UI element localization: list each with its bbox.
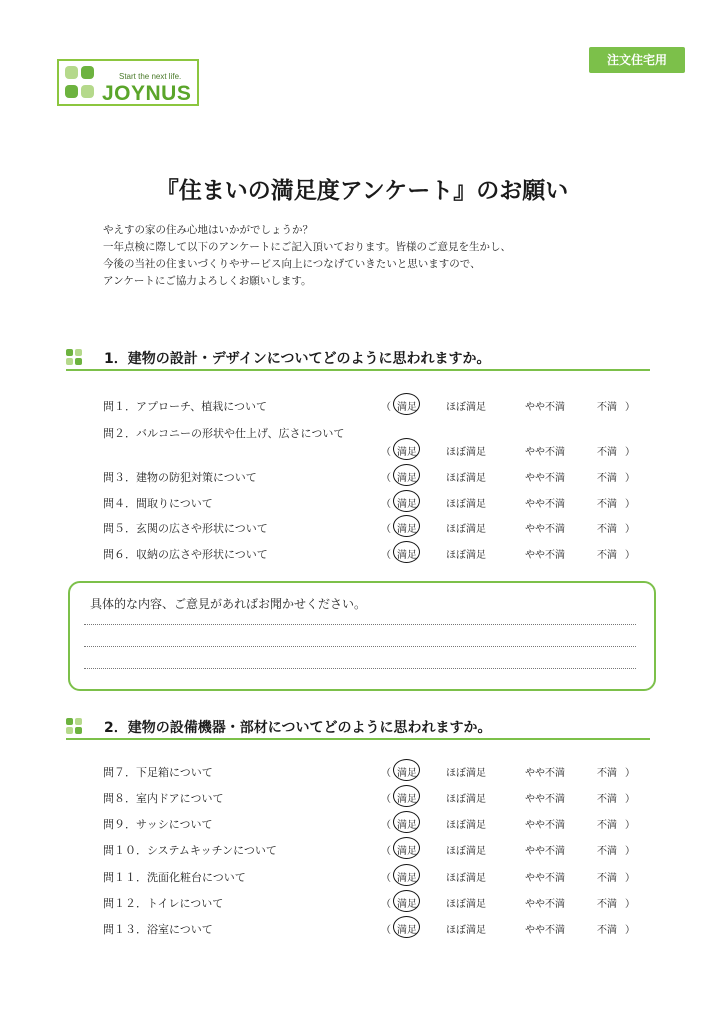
selected-answer-circle	[393, 541, 420, 563]
answer-option[interactable]: 満足	[397, 794, 417, 805]
paren-close: ）	[625, 768, 635, 779]
answer-option[interactable]: やや不満	[525, 794, 565, 805]
paren-close: ）	[625, 473, 635, 484]
selected-answer-circle	[393, 490, 420, 512]
answer-option[interactable]: 不満	[597, 768, 617, 779]
answer-option[interactable]: 不満	[597, 499, 617, 510]
selected-answer-circle	[393, 890, 420, 912]
answer-option[interactable]: 満足	[397, 499, 417, 510]
answer-option[interactable]: 不満	[597, 524, 617, 535]
comment-line[interactable]	[84, 624, 636, 625]
answer-option[interactable]: 不満	[597, 899, 617, 910]
answer-option[interactable]: 不満	[597, 473, 617, 484]
section-title: 1．建物の設計・デザインについてどのように思われますか。	[104, 351, 491, 367]
answer-option[interactable]: やや不満	[525, 873, 565, 884]
selected-answer-circle	[393, 785, 420, 807]
paren-close: ）	[625, 499, 635, 510]
question-label: 問２．バルコニーの形状や仕上げ、広さについて	[103, 427, 345, 440]
answer-option[interactable]: やや不満	[525, 550, 565, 561]
answer-option[interactable]: やや不満	[525, 925, 565, 936]
paren-open: （	[381, 846, 391, 857]
answer-option[interactable]: 満足	[397, 899, 417, 910]
answer-option[interactable]: やや不満	[525, 402, 565, 413]
question-label: 問１３．浴室について	[103, 923, 213, 936]
section-bullet-icon	[66, 349, 84, 367]
question-label: 問１０．システムキッチンについて	[103, 844, 277, 857]
section-bullet-icon	[66, 718, 84, 736]
answer-option[interactable]: 満足	[397, 402, 417, 413]
answer-option[interactable]: やや不満	[525, 768, 565, 779]
answer-option[interactable]: 不満	[597, 820, 617, 831]
answer-option[interactable]: 不満	[597, 550, 617, 561]
question-label: 問８．室内ドアについて	[103, 792, 224, 805]
paren-open: （	[381, 925, 391, 936]
paren-close: ）	[625, 846, 635, 857]
paren-open: （	[381, 447, 391, 458]
answer-option[interactable]: ほぼ満足	[446, 846, 486, 857]
answer-option[interactable]: ほぼ満足	[446, 899, 486, 910]
logo-brand: JOYNUS	[102, 82, 192, 105]
answer-option[interactable]: 満足	[397, 768, 417, 779]
paren-open: （	[381, 873, 391, 884]
selected-answer-circle	[393, 811, 420, 833]
answer-option[interactable]: 満足	[397, 846, 417, 857]
paren-open: （	[381, 794, 391, 805]
answer-option[interactable]: ほぼ満足	[446, 794, 486, 805]
section-divider	[66, 738, 650, 740]
question-label: 問１１．洗面化粧台について	[103, 871, 246, 884]
section-divider	[66, 369, 650, 371]
answer-option[interactable]: 不満	[597, 447, 617, 458]
paren-open: （	[381, 550, 391, 561]
selected-answer-circle	[393, 438, 420, 460]
paren-close: ）	[625, 873, 635, 884]
paren-open: （	[381, 768, 391, 779]
paren-open: （	[381, 402, 391, 413]
question-label: 問９．サッシについて	[103, 818, 213, 831]
answer-option[interactable]: やや不満	[525, 524, 565, 535]
paren-open: （	[381, 899, 391, 910]
selected-answer-circle	[393, 393, 420, 415]
answer-option[interactable]: 不満	[597, 925, 617, 936]
comment-line[interactable]	[84, 668, 636, 669]
intro-line: 今後の当社の住まいづくりやサービス向上につなげていきたいと思いますので、	[103, 258, 481, 270]
question-label: 問３．建物の防犯対策について	[103, 471, 257, 484]
question-label: 問４．間取りについて	[103, 497, 213, 510]
selected-answer-circle	[393, 515, 420, 537]
selected-answer-circle	[393, 837, 420, 859]
intro-line: アンケートにご協力よろしくお願いします。	[103, 275, 312, 287]
answer-option[interactable]: ほぼ満足	[446, 820, 486, 831]
logo-leaf-icon	[81, 66, 94, 79]
answer-option[interactable]: やや不満	[525, 447, 565, 458]
question-label: 問１２．トイレについて	[103, 897, 224, 910]
answer-option[interactable]: ほぼ満足	[446, 499, 486, 510]
answer-option[interactable]: やや不満	[525, 899, 565, 910]
logo-leaf-icon	[81, 85, 94, 98]
paren-close: ）	[625, 447, 635, 458]
logo-leaf-icon	[65, 66, 78, 79]
paren-open: （	[381, 524, 391, 535]
paren-open: （	[381, 820, 391, 831]
selected-answer-circle	[393, 759, 420, 781]
answer-option[interactable]: やや不満	[525, 820, 565, 831]
answer-option[interactable]: ほぼ満足	[446, 768, 486, 779]
intro-line: やえすの家の住み心地はいかがでしょうか？	[103, 224, 313, 236]
logo-leaf-icon	[65, 85, 78, 98]
answer-option[interactable]: 満足	[397, 524, 417, 535]
selected-answer-circle	[393, 864, 420, 886]
answer-option[interactable]: 不満	[597, 794, 617, 805]
paren-close: ）	[625, 402, 635, 413]
paren-close: ）	[625, 524, 635, 535]
answer-option[interactable]: やや不満	[525, 846, 565, 857]
answer-option[interactable]: やや不満	[525, 473, 565, 484]
answer-option[interactable]: ほぼ満足	[446, 873, 486, 884]
comment-prompt: 具体的な内容、ご意見があればお聞かせください。	[90, 597, 367, 611]
paren-close: ）	[625, 899, 635, 910]
paren-close: ）	[625, 820, 635, 831]
page-title: 『住まいの満足度アンケート』のお願い	[155, 178, 569, 204]
answer-option[interactable]: 満足	[397, 873, 417, 884]
answer-option[interactable]: やや不満	[525, 499, 565, 510]
housing-type-badge: 注文住宅用	[589, 47, 685, 73]
answer-option[interactable]: 満足	[397, 925, 417, 936]
answer-option[interactable]: ほぼ満足	[446, 447, 486, 458]
paren-close: ）	[625, 550, 635, 561]
section-title: 2．建物の設備機器・部材についてどのように思われますか。	[104, 720, 492, 736]
question-label: 問７．下足箱について	[103, 766, 213, 779]
paren-open: （	[381, 499, 391, 510]
paren-open: （	[381, 473, 391, 484]
answer-option[interactable]: ほぼ満足	[446, 473, 486, 484]
paren-close: ）	[625, 794, 635, 805]
company-logo	[57, 59, 199, 106]
logo-tagline: Start the next life.	[119, 72, 182, 81]
question-label: 問６．収納の広さや形状について	[103, 548, 268, 561]
answer-option[interactable]: 不満	[597, 846, 617, 857]
question-label: 問１．アプローチ、植栽について	[103, 400, 268, 413]
answer-option[interactable]: ほぼ満足	[446, 402, 486, 413]
answer-option[interactable]: 満足	[397, 820, 417, 831]
intro-line: 一年点検に際して以下のアンケートにご記入頂いております。皆様のご意見を生かし、	[103, 241, 512, 253]
answer-option[interactable]: 不満	[597, 873, 617, 884]
answer-option[interactable]: 満足	[397, 447, 417, 458]
question-label: 問５．玄関の広さや形状について	[103, 522, 268, 535]
answer-option[interactable]: 満足	[397, 550, 417, 561]
answer-option[interactable]: ほぼ満足	[446, 925, 486, 936]
answer-option[interactable]: 不満	[597, 402, 617, 413]
answer-option[interactable]: 満足	[397, 473, 417, 484]
selected-answer-circle	[393, 916, 420, 938]
comment-line[interactable]	[84, 646, 636, 647]
answer-option[interactable]: ほぼ満足	[446, 524, 486, 535]
paren-close: ）	[625, 925, 635, 936]
answer-option[interactable]: ほぼ満足	[446, 550, 486, 561]
selected-answer-circle	[393, 464, 420, 486]
